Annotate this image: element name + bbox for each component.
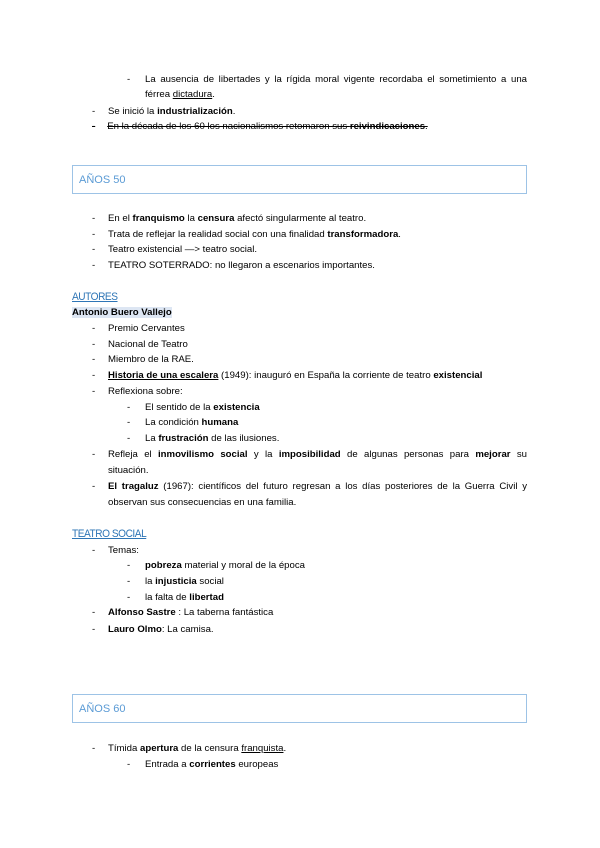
autores-item-3: Miembro de la RAE.: [108, 354, 194, 365]
intro-line-1: La ausencia de libertades y la rígida moral vigente recordaba el sometimiento a una: [145, 74, 527, 85]
autores-item-5: Reflexiona sobre:: [108, 386, 183, 397]
s50-bullet-4: TEATRO SOTERRADO: no llegaron a escenarios importantes.: [108, 260, 375, 271]
bullet-dash: -: [92, 449, 96, 460]
bullet-dash: -: [92, 213, 96, 224]
bullet-dash: -: [127, 417, 131, 428]
autores-item-1: Premio Cervantes: [108, 323, 185, 334]
author-name: Antonio Buero Vallejo: [72, 307, 172, 318]
ts-temas: Temas:: [108, 545, 139, 556]
bullet-dash: -: [127, 74, 131, 85]
bullet-dash: -: [127, 576, 131, 587]
autores-item-6-l2: situación.: [108, 465, 149, 476]
s50-bullet-1: En el franquismo la censura afectó singularmente al teatro.: [108, 213, 367, 224]
reflexion-2: La condición humana: [145, 417, 239, 428]
section-teatro-social: TEATRO SOCIAL: [72, 528, 147, 540]
bullet-dash: -: [92, 260, 96, 271]
bullet-dash: -: [127, 560, 131, 571]
heading-box-anos-50: [72, 165, 527, 194]
reflexion-1: El sentido de la existencia: [145, 402, 260, 413]
bullet-dash: -: [92, 339, 96, 350]
s60-sub-1: Entrada a corrientes europeas: [145, 759, 279, 770]
heading-box-anos-60: [72, 694, 527, 723]
bullet-dash: -: [92, 323, 96, 334]
autores-item-7: El tragaluz (1967): científicos del futuro regresan a los días posteriores de la Guerra Civil y: [108, 481, 527, 492]
bullet-dash: -: [92, 370, 96, 381]
bullet-dash: -: [92, 481, 96, 492]
autores-item-4: Historia de una escalera (1949): inauguró en España la corriente de teatro existencial: [108, 370, 483, 381]
autores-item-6: Refleja el inmovilismo social y la imposibilidad de algunas personas para mejorar su: [108, 449, 527, 460]
bullet-dash: -: [92, 386, 96, 397]
intro-line-3-struck: - En la década de los 60 los nacionalismos retomaron sus reivindicaciones.: [92, 121, 428, 132]
intro-line-2: Se inició la industrialización.: [108, 106, 236, 117]
bullet-dash: -: [92, 743, 96, 754]
bullet-dash: -: [127, 433, 131, 444]
bullet-dash: -: [92, 244, 96, 255]
autores-item-7-l2: observan sus consecuencias en una familia.: [108, 497, 297, 508]
bullet-dash: -: [92, 607, 96, 618]
autores-item-2: Nacional de Teatro: [108, 339, 188, 350]
reflexion-3: La frustración de las ilusiones.: [145, 433, 280, 444]
bullet-dash: -: [92, 229, 96, 240]
bullet-dash: -: [127, 402, 131, 413]
intro-line-1b: férrea dictadura.: [145, 89, 215, 100]
s60-bullet-1: Tímida apertura de la censura franquista.: [108, 743, 287, 754]
bullet-dash: -: [92, 354, 96, 365]
bullet-dash: -: [92, 624, 96, 635]
bullet-dash: -: [92, 545, 96, 556]
section-autores: AUTORES: [72, 291, 118, 303]
ts-autor-2: Lauro Olmo: La camisa.: [108, 624, 214, 635]
heading-anos-60: AÑOS 60: [79, 703, 126, 715]
s50-bullet-2: Trata de reflejar la realidad social con una finalidad transformadora.: [108, 229, 401, 240]
ts-tema-2: la injusticia social: [145, 576, 224, 587]
ts-autor-1: Alfonso Sastre : La taberna fantástica: [108, 607, 274, 618]
ts-tema-1: pobreza material y moral de la época: [145, 560, 305, 571]
bullet-dash: -: [127, 592, 131, 603]
s50-bullet-3: Teatro existencial —> teatro social.: [108, 244, 258, 255]
bullet-dash: -: [92, 106, 96, 117]
ts-tema-3: la falta de libertad: [145, 592, 224, 603]
bullet-dash: -: [127, 759, 131, 770]
heading-anos-50: AÑOS 50: [79, 174, 126, 186]
